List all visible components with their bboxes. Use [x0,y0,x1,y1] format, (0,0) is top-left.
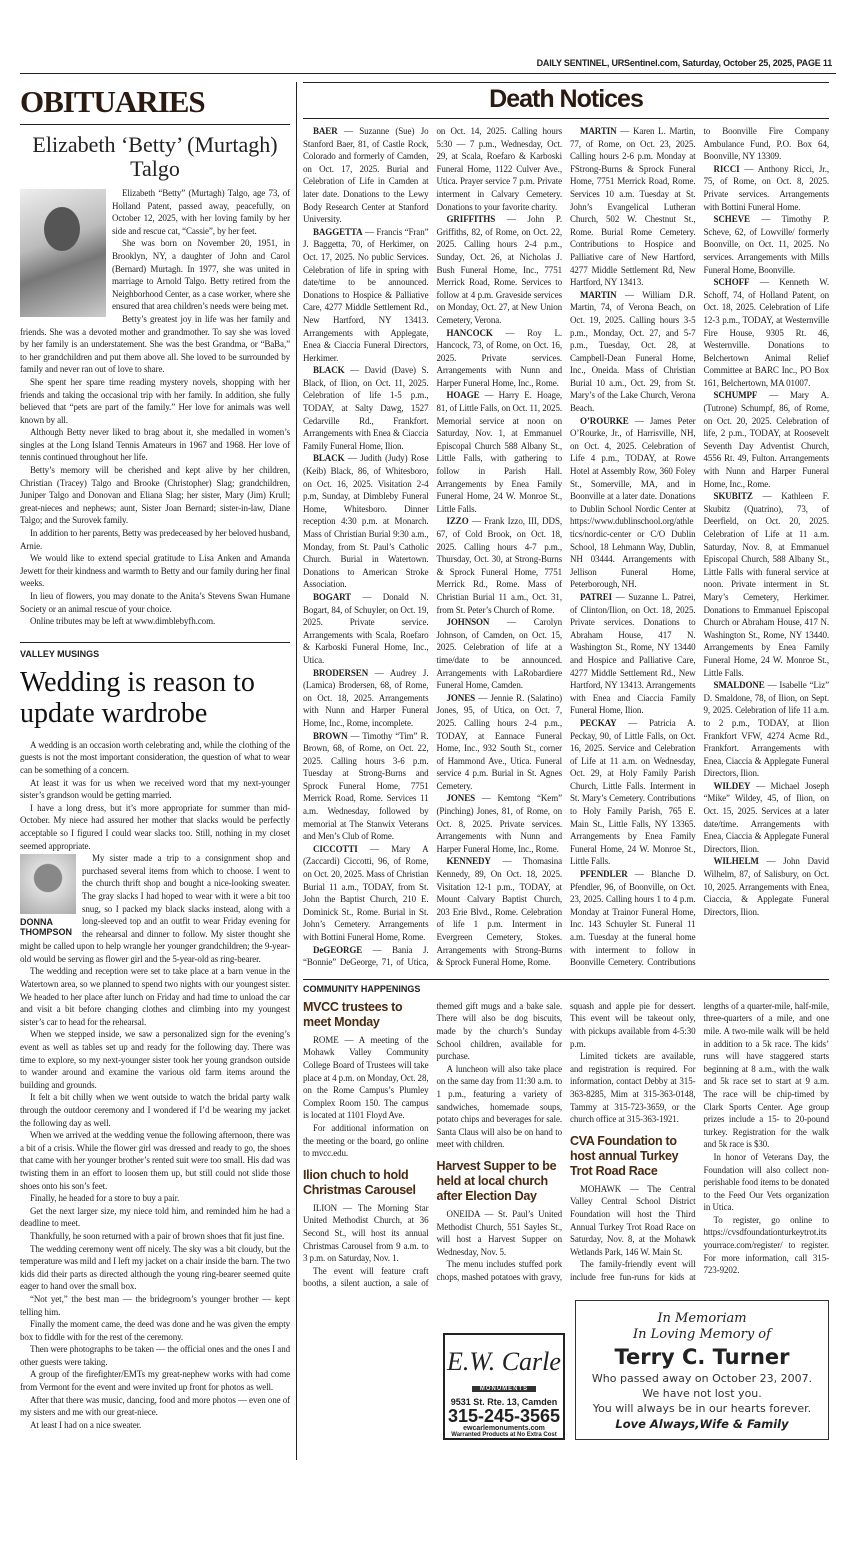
notice-text: — Karen L. Martin, 77, of Rome, on Oct. 23, 2025. Calling hours 2-6 p.m. Monday at FStrong-Burns & Sprock Funeral Home, 7751 Merrick Road, Rome. Services 10 a.m. Tuesday at St. John’s Evangelical Lutheran Church, 502 W. Chestnut St., Rome. Burial Rome Cemetery. Contributions to Hospice and Palliative care of New Hartford, 4277 Middle Settlement Rd, New Hartford, NY 13413. [570,126,696,288]
column-paragraph: At least I had on a nice sweater. [30,1419,142,1430]
death-notice [570,591,696,717]
story-paragraph: ROME — A meeting of the Mohawk Valley Community College Board of Trustees will take place at 4 p.m. on Monday, Oct. 28, on the Rome Campus’s Plumley Complex Room 150. The campus is located at 1101 Floyd Ave. [303,1034,429,1121]
notice-text: — Kathleen F. Skubitz (Quatrino), 73, of Deerfield, on Oct. 20, 2025. Celebration of Life at 11 a.m. Saturday, Nov. 8, at Emmanuel Episcopal Church, 588 Albany St., Little Falls with funeral service at noon. Private interment in St. Mary’s Cemetery, Herkimer. Donations to Emmanuel Episcopal Church or Abraham House, 417 N. Washington St., Rome, NY 13440. Arrangements by Enea Family Funeral Home, 24 W. Monroe St., Little Falls. [703,491,829,678]
notice-text: — Francis “Fran” J. Baggetta, 70, of Herkimer, on Oct. 17, 2025. No public Services. Celebration of life in spring with date/time to be announced. Donations to Hospice & Palliative Care, 4277 Middle Settlement Rd., New Hartford, NY 13413. Arrangements with Applegate, Enea & Ciaccia Funeral Directors, Herkimer. [303,226,429,363]
notice-text: — Judith (Judy) Rose (Keib) Black, 86, of Whitesboro, on Oct. 16, 2025. Visitation 2-4 p.m, Sunday, at Dimbleby Funeral Home, Whitesboro. Dinner reception 4:30 p.m. at Monarch. Mass of Christian Burial 9:30 a.m., Monday, from St. Paul’s Catholic Church. Burial in Watertown. Donations to American Stroke Association. [303,453,429,590]
notice-text: — Michael Joseph “Mike” Wildey, 45, of Ilion, on Oct. 15, 2025. Services at a later date/time. Arrangements with Enea, Ciaccia & Applegate Funeral Directors, Ilion. [703,780,830,854]
obituary-paragraph: Elizabeth “Betty” (Murtagh) Talgo, age 73, of Holland Patent, passed away, peacefully, on October 12, 2025, with her loving family by her side and rescue cat, “Cassie”, by her feet. [112,188,290,236]
column-paragraph: It felt a bit chilly when we went outside to watch the bridal party walk through the outdoor ceremony and I wondered if I’d be wearing my jacket the following day as well. [20,1092,290,1128]
story-paragraph: In honor of Veterans Day, the Foundation will also collect non-perishable food items to be donated to the Feed Our Vets organization in Utica. [703,1151,829,1213]
story-paragraph: MOHAWK — The Central Valley Central School District Foundation will host the Third Annual Turkey Trot Road Race on Saturday, Nov. 8, at the Mohawk Wetlands Park, 146 W. Main St. [570,1183,696,1257]
notice-name: BOGART [313,591,352,602]
notice-name: HANCOCK [446,327,493,338]
notice-name: PATREI [580,591,613,602]
story-headline: Harvest Supper to be held at local church after Election Day [436,1158,557,1203]
memoriam-line: Who passed away on October 23, 2007. [591,1371,813,1385]
notice-name: KENNEDY [446,856,491,867]
carle-phone: 315-245-3565 [447,1405,561,1426]
story-paragraph: The menu includes stuffed pork chops, mashed potatoes with gravy, squash and apple pie for dessert. This event will be takeout only, with pickups available from 4-5:30 p.m. [436,1000,696,1282]
column-paragraph: When we stepped inside, we saw a personalized sign for the evening’s event as well as tables set up and ready for the following day. There was time to explore, so my next-younger sister took her young grandson outside to wander around and examine the various old farm items around the building and grounds. [20,1029,290,1090]
memoriam-ad [575,1300,829,1440]
notice-text: — Bania J. “Bonnie” DeGeorge, 71, of Utica, on Oct. 14, 2025. Calling hours 5:30 — 7 p.m., Wednesday, Oct. 29, at Scala, Roefaro & Karboski Funeral Home, 1122 Culver Ave., Utica. Prayer service 7 p.m. Private interment in Calvary Cemetery. Donations to your favorite charity. [303,126,562,968]
notice-text: — Timothy P. Scheve, 62, of Lowville/ formerly Boonville, on Oct. 11, 2025. No services. Arrangements with Mills Funeral Home, Boonville. [703,214,829,275]
death-notice [303,125,429,226]
column-paragraph: Finally, he headed for a store to buy a pair. [30,1193,180,1204]
notice-text: — David (Dave) S. Black, of Ilion, on Oct. 11, 2025. Celebration of life 1-5 p.m., TODAY, at Salty Dawg, 1527 Cedarville Rd., Frankfort. Arrangements with Enea & Ciaccia Family Funeral Home, Ilion. [303,365,429,451]
column-paragraph: After that there was music, dancing, food and more photos — even one of my sisters and me with our great-niece. [20,1394,290,1418]
notice-text: — Kenneth W. Schoff, 74, of Holland Patent, on Oct. 18, 2025. Celebration of Life 12-3 p.m., TODAY, at Westernville Fire House, 9305 Rt. 46, Westernville. Donations to Belchertown Animal Relief Committee at BARC Inc., PO Box 161, Belchertown, MA 01007. [703,277,829,388]
story-paragraph: The event will feature craft booths, a silent auction, a sale of themed gift mugs and a bake sale. There will also be dog biscuits, made by the church’s Sunday School children, available for purchase. [303,1000,562,1289]
death-notice [303,591,429,667]
obituary-paragraph: She spent her spare time reading mystery novels, shopping with her friends and taking the occasional trip with her family. In addition, she fully believed that “pets are part of the family.” Her love for animals was well known by all. [20,376,290,425]
death-notice [437,616,563,692]
notice-text: — Suzanne L. Patrei, of Clinton/Ilion, on Oct. 18, 2025. Private services. Donations to Abraham House, 417 N. Washington St., Rome, NY 13440 and Hospice and Palliative Care, 4277 Middle Settlement Rd., New Hartford, NY 13413. Arrangements with Enea and Ciaccia Family Funeral Home, Ilion. [570,591,696,716]
column-paragraph: My sister made a trip to a consignment shop and purchased several items from which to choose. I went to the church thrift shop and bought a nice-looking sweater. The gray slacks I had hoped to wear with it were a bit too snug, so I packed my black slacks instead, along with a long-sleeved top and an outfit to wear Friday evening for the rehearsal and dinner to follow. My sister thought she might be called upon to help wrangle her younger grandchildren; the 9-year-old would be serving as flower girl and the 5-year-old as ring-bearer. [20,853,290,964]
column-paragraph: I have a long dress, but it’s more appropriate for summer than mid-October. My niece had assured her mother that slacks would be perfectly acceptable so I figured I could wear slacks too. Still, nothing in my closet seemed appropriate. [20,802,290,851]
author-name: DONNA THOMPSON [20,917,73,938]
death-notice [704,213,830,276]
notice-name: SCHOFF [713,277,750,288]
header-rule [20,73,836,74]
death-notices-section [303,82,829,969]
notice-text: — Donald N. Bogart, 84, of Schuyler, on Oct. 19, 2025. Private service. Arrangements with Scala, Roefaro & Karboski Funeral Home, Inc., Utica. [303,591,429,665]
notice-name: HOAGE [446,390,480,401]
notice-text: — Isabelle “Liz” D. Smaldone, 78, of Ilion, on Sept. 9, 2025. Celebration of life 11 a.m. to 2 p.m., TODAY, at Ilion Frankfort VFW, 4274 Acme Rd., Frankfort. Arrangements with Enea, Ciaccia & Applegate Funeral Directors, Ilion. [703,680,829,779]
notice-name: BLACK [313,453,345,464]
carle-subtitle: MONUMENTS [472,1386,536,1392]
column-paragraph: The wedding ceremony went off nicely. The sky was a bit cloudy, but the temperature was mild and I left my jacket on a chair inside the barn. The two kids did their parts as directed although the young ring-bearer seemed quite eager to hand over the small box. [20,1243,290,1292]
community-stories [303,1000,829,1290]
notice-name: WILDEY [713,780,751,791]
community-happenings [303,979,829,1460]
death-notice [437,515,563,616]
notice-name: SCHUMPF [713,390,758,401]
death-notices-list [303,125,829,969]
carle-monuments-ad [443,1333,565,1440]
notice-text: — Mary A (Zaccardi) Ciccotti, 96, of Rome, on Oct. 20, 2025. Mass of Christian Burial 11 a.m., TODAY, from St. John the Baptist Church, 210 E. Dominick St., Rome. Burial in St. John’s Cemetery. Arrangements with Bottini Funeral Home, Rome. [303,843,429,942]
notice-text: — Harry E. Hoage, 81, of Little Falls, on Oct. 11, 2025. Memorial service at noon on Saturday, Nov. 1, at Emmanuel Episcopal Church 588 Albany St., Little Falls, with gathering to follow in Parish Hall. Arrangements by Enea Family Funeral Home, 24 W. Monroe St., Little Falls. [436,390,562,514]
notice-name: GRIFFITHS [446,214,496,225]
notice-name: BROWN [313,730,348,741]
story-paragraph: ILION — The Morning Star United Methodist Church, at 36 Second St., will host its annual Christmas Carousel from 9 a.m. to 3 p.m. on Saturday, Nov. 1. [303,1202,429,1264]
notice-text: — Kemtong “Kem” (Pinching) Jones, 81, of Rome, on Oct. 8, 2025. Private services. Arrangements with Nunn and Harper Funeral Home, Inc., Rome. [436,793,562,854]
death-notice [437,213,563,326]
death-notice [303,452,429,591]
obituary-photo [20,189,106,317]
death-notice [303,364,429,452]
notice-name: CICCOTTI [313,843,358,854]
memoriam-name: Terry C. Turner [614,1344,790,1369]
story-paragraph: A luncheon will also take place on the same day from 11:30 a.m. to 1 p.m., featuring a variety of sandwiches, homemade soups, potato chips and beverages for sale. Santa Claus will also be on hand to meet with children. [436,1063,562,1150]
notice-text: — Mary A. (Tutrone) Schumpf, 86, of Rome, on Oct. 20, 2025. Celebration of life, 2 p.m., TODAY, at Roosevelt Seventh Day Adventist Church, 4556 Rt. 49, Fulton. Arrangements with Nunn and Harper Funeral Home, Inc., Rome. [703,390,829,489]
notice-text: — Timothy “Tim” R. Brown, 68, of Rome, on Oct. 22, 2025. Calling hours 3-6 p.m. Tuesday at Strong-Burns and Sprock Funeral Home, 7751 Merrick Road, Rome. Services 11 a.m. Wednesday, followed by memorial at The Stanwix Veterans and Men’s Club of Rome. [303,730,429,842]
notice-text: — Blanche D. Pfendler, 96, of Boonville, on Oct. 23, 2025. Calling hours 1 to 4 p.m. Monday at Trainor Funeral Home, Inc. 143 Schuyler St. Funeral 11 a.m. Tuesday at the funeral home with interment to follow in Boonville Cemetery. Contributions to Boonville Fire Company Ambulance Fund, P.O. Box 64, Boonville, NY 13309. [570,126,829,968]
death-notice [704,389,830,490]
death-notice [570,717,696,868]
obituary-paragraph: We would like to extend special gratitude to Lisa Anken and Amanda Jewett for their kindness and warmth to Betty and our family during her final weeks. [20,553,290,589]
notice-name: BLACK [313,365,345,376]
notice-name: IZZO [446,516,469,527]
death-notice [704,780,830,856]
memoriam-line: In Memoriam [657,1310,747,1326]
column-paragraph: At least it was for us when we received word that my next-younger sister’s grandson would be getting married. [20,777,290,801]
notice-name: JONES [446,692,476,703]
notice-name: PFENDLER [580,869,628,880]
death-notice [704,276,830,389]
notice-name: MARTIN [580,126,617,136]
notice-name: BAER [313,126,338,136]
death-notice [570,289,696,415]
notice-text: — Suzanne (Sue) Jo Stanford Baer, 81, of Castle Rock, Colorado and formerly of Camden, on Oct. 17, 2025. Burial and Celebration of Life in Camden at later date. Donations to the Lewy Body Research Center at Stanford University. [303,126,429,225]
story-paragraph: For additional information on the meeting or the board, go online to mvcc.edu. [303,1122,429,1159]
notice-text: — Thomasina Kennedy, 89, On Oct. 18, 2025. Visitation 12-1 p.m., TODAY, at Mount Calvary Baptist Church, 203 Erie Blvd., Rome. Celebration of life 1 p.m. Interment in Evergreen Cemetery, Stokes. Arrangements with Strong-Burns & Sprock Funeral Home, Rome. [436,856,563,968]
column-paragraph: The wedding and reception were set to take place at a barn venue in the Watertown area, so we planned to spend two nights with our youngest sister. We headed to her place after lunch on Friday and had time to unload the car and visit a bit before changing clothes and climbing into my youngest sister’s car to head for the rehearsal. [20,966,290,1027]
column-title: Wedding is reason to update wardrobe [20,666,255,729]
notice-name: DeGEORGE [313,944,363,955]
obituaries-section [20,82,290,1431]
notice-name: O’ROURKE [580,415,629,426]
column-paragraph: Thankfully, he soon returned with a pair of brown shoes that fit just fine. [30,1230,285,1241]
story-paragraph: To register, go online to https://cvsdfoundationturkeytrot.itsyourrace.com/register/ to register. For more information, call 315-723-9202. [703,1214,829,1276]
memoriam-line: We have not lost you. [642,1386,762,1400]
obituary-name: Elizabeth ‘Betty’ (Murtagh) Talgo [32,132,278,181]
memoriam-line: You will always be in our hearts forever. [592,1401,812,1415]
ads-row [303,1300,829,1460]
notice-name: JOHNSON [446,617,490,628]
carle-address: 9531 St. Rte. 13, Camden [450,1396,558,1407]
carle-tagline: Warranted Products at No Extra Cost [451,1431,557,1438]
author-photo [20,854,76,937]
notice-name: RICCI [713,163,740,174]
notice-name: JONES [446,793,476,804]
death-notice [303,226,429,365]
death-notices-title: Death Notices [303,82,829,119]
notice-text: — John P. Griffiths, 82, of Rome, on Oct. 22, 2025. Calling hours 2-4 p.m., Sunday, Oct. 26, at Nicholas J. Bush Funeral Home, Inc., 7751 Merrick Road, Rome. Services to follow at 4 p.m. Graveside services on Monday, Oct. 27, at New Union Cemetery, Verona. [436,214,562,325]
column-section-label: VALLEY MUSINGS [20,642,290,659]
obituary-paragraph: In lieu of flowers, you may donate to the Anita’s Stevens Swan Humane Society or an animal rescue of your choice. [20,591,290,614]
column-paragraph: When we arrived at the wedding venue the following afternoon, there was a bit of a crisis. While the flower girl was dressed and ready to go, the shoes that came with her younger brother’s rented suit were too small. His dad was twisting them in an effort to loosen them up, but still could not slide those shoes onto his son’s feet. [20,1130,290,1191]
carle-logo: E.W. Carle [447,1346,561,1376]
death-notice [704,490,830,679]
column-paragraph: A group of the firefighter/EMTs my great-nephew works with had come from Vermont for the event and were invited up front for photos as well. [20,1369,290,1393]
notice-text: — James Peter O’Rourke, Jr., of Harrisville, NH, on Oct. 4, 2025. Celebration of Life 4 p.m., TODAY, at Rowe Hotel at Assembly Row, 360 Foley St., Somerville, MA, and in Boonville at a later date. Donations to Dublin School Nordic Center at https://www.dublinschool.org/athletics/nordic-center or C/O Dublin School, 18 Lehmann Way, Dublin, NH 03444. Arrangements with Jellison Funeral Home, Peterborough, NH. [570,415,696,590]
memoriam-line: In Loving Memory of [633,1326,771,1342]
notice-text: — Frank Izzo, III, DDS, 67, of Cold Brook, on Oct. 18, 2025. Calling hours 4-7 p.m., Thursday, Oct. 30, at Strong-Burns & Sprock Funeral Home, 7751 Merrick Rd., Rome. Mass of Christian Burial 11 a.m., Oct. 31, from St. Peter’s Church of Rome. [436,516,562,615]
column-paragraph: Then were photographs to be taken — the official ones and the ones I and other guests were taking. [20,1344,290,1367]
notice-name: MARTIN [580,289,617,300]
story-headline: CVA Foundation to host annual Turkey Trot Road Race [570,1133,679,1178]
death-notice [303,730,429,843]
column-paragraph: “Not yet,” the best man — the bridegroom’s younger brother — kept telling him. [20,1293,290,1317]
story-paragraph: ONEIDA — St. Paul’s United Methodist Church, 551 Sayles St., will host a Harvest Supper on Wednesday, Nov. 5. [436,1208,562,1257]
notice-text: — William D.R. Martin, 74, of Verona Beach, on Oct. 19, 2025. Calling hours 3-5 p.m., Monday, Oct. 27, and 5-7 p.m., Tuesday, Oct. 28, at Campbell-Dean Funeral Home, Inc., Oneida. Mass of Christian Burial 10 a.m., Oct. 29, from St. Mary’s of the Lake Church, Verona Beach. [570,289,696,414]
obituary-paragraph: She was born on November 20, 1951, in Brooklyn, NY, a daughter of John and Carol (Bernard) Murtagh. In 1977, she was united in marriage to Arnold Talgo. Betty retired from the Neighborhood Center, as a case worker, where she ensured that area children’s needs were being met. [112,238,290,312]
notice-text: — Jennie R. (Salatino) Jones, 95, of Utica, on Oct. 7, 2025. Calling hours 2-4 p.m., TODAY, at Eannace Funeral Home, Inc., 932 South St., corner of Hammond Ave., Utica. Funeral service 4 p.m. Burial in St. Agnes Cemetery. [436,692,562,791]
death-notice [570,125,696,289]
obituary-paragraph: Betty’s memory will be cherished and kept alive by her children, Christian (Tracey) Talgo and Brooke (Christopher) Slag; grandchildren, Juniper Talgo and Donovan and Eliana Slag; her sister, Mary (Jim) Krull; great-nieces and nephews; aunt, Sister Joan Bernard; sister-in-law, Diane Talgo; and the Surovek family. [20,465,290,526]
column-paragraph: Finally the moment came, the deed was done and he was given the empty box to fiddle with for the rest of the ceremony. [20,1319,290,1342]
memoriam-signoff: Love Always,Wife & Family [615,1416,789,1431]
notice-text: — Audrey J. (Lamica) Brodersen, 68, of Rome, on Oct. 18, 2025. Arrangements with Nunn and Harper Funeral Home, Inc., Rome, incomplete. [303,667,429,728]
death-notice [303,843,429,944]
notice-name: BRODERSEN [313,667,369,678]
notice-name: PECKAY [580,717,617,728]
community-section-label: COMMUNITY HAPPENINGS [303,979,829,994]
obituary-paragraph: In addition to her parents, Betty was predeceased by her beloved husband, Arnie. [20,528,290,551]
notice-name: SCHEVE [713,214,750,225]
obituaries-masthead: OBITUARIES [20,82,290,125]
carle-website: ewcarlemonuments.com [463,1424,545,1432]
story-paragraph: Limited tickets are available, and registration is required. For information, contact Debby at 315-363-8285, Mim at 315-363-0148, Tammy at 315-723-3659, or the church office at 315-363-1921. [570,1051,696,1125]
notice-text: — John David Wilhelm, 87, of Salisbury, on Oct. 10, 2025. Arrangements with Enea, Ciaccia, & Applegate Funeral Directors, Ilion. [703,856,829,917]
death-notice [303,667,429,730]
obituary-paragraph: Betty’s greatest joy in life was her family and friends. She was a devoted mother and grandmother. To say she was loved by her family is an understatement. She was the best Grandma, or “BaBa,” to her grandchildren and put them above all. She loved to be surrounded by family and never ran out of love to share. [20,313,290,375]
notice-name: SKUBITZ [713,491,753,502]
death-notice [704,163,830,213]
death-notice [437,792,563,855]
column-body [20,739,290,1432]
notice-name: SMALDONE [713,680,765,691]
right-region [296,82,829,1460]
notice-name: BAGGETTA [313,226,363,237]
obituary-body [20,187,290,628]
story-headline: Ilion chuch to hold Christmas Carousel [303,1167,416,1197]
story-paragraph: The family-friendly event will include free fun-runs for kids at lengths of a quarter-mile, half-mile, three-quarters of a mile, and one mile. A two-mile walk will be held in addition to a 5k race. The kids’ runs will have staggered starts beginning at 8 a.m., with the walk and 5k race set to start at 9 a.m. The race will be chip-timed by Clark Sports Center. Age group prizes include a 15- to 20-pound turkey. Registration for the walk and 5k race is $30. [570,1000,829,1282]
death-notice [704,679,830,780]
notice-name: WILHELM [713,856,759,867]
obituary-paragraph: Although Betty never liked to brag about it, she medalled in women’s singles at the Long Island Tennis Amateurs in 1967 and 1968. Her love of tennis continued throughout her life. [20,427,290,463]
death-notice [437,327,563,390]
story-headline: MVCC trustees to meet Monday [303,999,403,1029]
notice-text: — Roy L. Hancock, 73, of Rome, on Oct. 16, 2025. Private services. Arrangements with Nunn and Harper Funeral Home, Inc., Rome. [436,327,563,388]
obituary-paragraph: Online tributes may be left at www.dimblebyfh.com. [30,616,216,627]
page-header: DAILY SENTINEL, URSentinel.com, Saturday, October 25, 2025, PAGE 11 [536,58,832,68]
column-paragraph: A wedding is an occasion worth celebrating and, while the clothing of the guests is not the most important consideration, the question of what to wear can be something of a concern. [20,739,290,775]
notice-text: — Carolyn Johnson, of Camden, on Oct. 15, 2025. Celebration of life at a time/date to be announced. Arrangements with LaRobardiere Funeral Home, Camden. [436,617,562,691]
notice-text: — Patricia A. Peckay, 90, of Little Falls, on Oct. 16, 2025. Service and Celebration of Life at 11 a.m. on Wednesday, Oct. 29, at Holy Family Parish Church, Little Falls. Interment in St. Mary’s Cemetery. Contributions to Holy Family Parish, 765 E. Main St., Little Falls, NY 13365. Arrangements by Enea Family Funeral Home, 24 W. Monroe St., Little Falls. [570,717,696,867]
author-image [20,854,76,914]
column-paragraph: Get the next larger size, my niece told him, and reminded him he had a deadline to meet. [20,1205,290,1229]
death-notice [437,855,563,968]
notice-text: — Anthony Ricci, Jr., 75, of Rome, on Oct. 8, 2025. Private services. Arrangements with Bottini Funeral Home. [703,163,829,212]
death-notice [437,692,563,793]
death-notice [704,855,830,918]
death-notice [570,415,696,591]
death-notice [437,389,563,515]
